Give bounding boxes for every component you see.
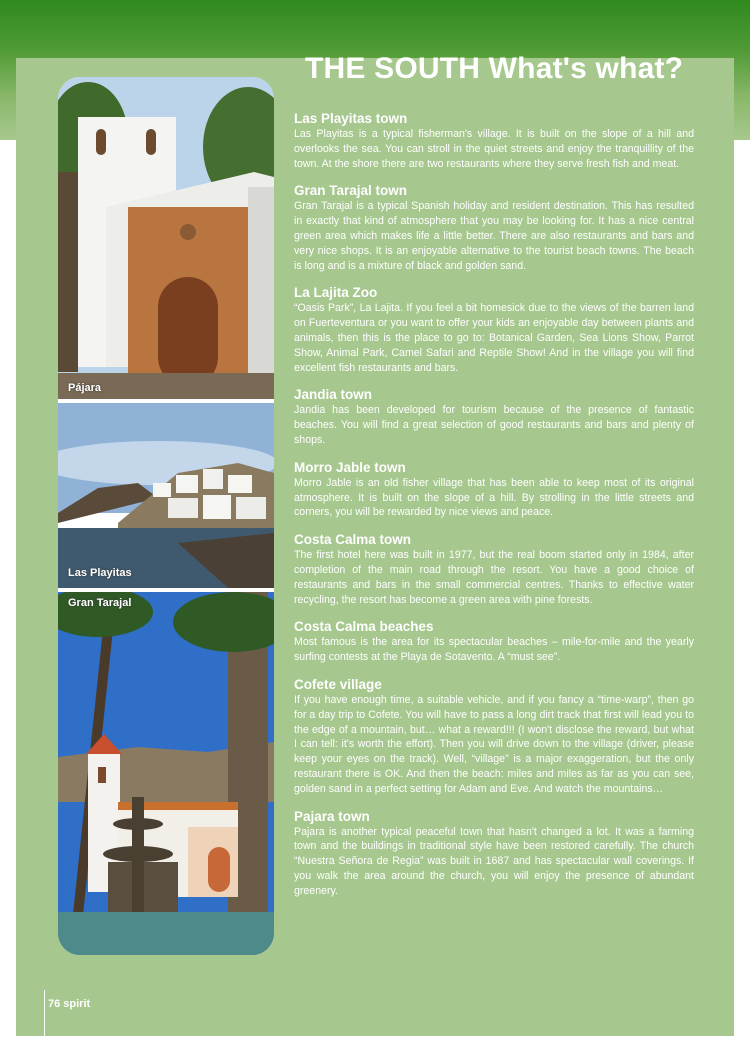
section-text: “Oasis Park”, La Lajita. If you feel a bit homesick due to the views of the barren land on Fuerteventura or you want to offer your kids an enjoyable day between plants and animals, then this is the place to go to: Botanical Garden, Sea Lions Show, Parrot Show, Animal Park, Camel Safari and Reptile Show! And in the village you will find excellent fish restaurants and bars. bbox=[294, 302, 694, 374]
section-text: Jandia has been developed for tourism because of the presence of fantastic beaches. You will find a great selection of good restaurants and bars and plenty of shops. bbox=[294, 404, 694, 446]
section-cofete bbox=[294, 676, 694, 797]
section-heading: Las Playitas town bbox=[294, 111, 408, 126]
section-pajara bbox=[294, 808, 694, 899]
section-text: Most famous is the area for its spectacular beaches – mile-for-mile and the yearly surfing contests at the Playa de Sotavento. A “must see”. bbox=[294, 636, 694, 664]
section-la-lajita-zoo bbox=[294, 284, 694, 375]
section-text: Gran Tarajal is a typical Spanish holiday and resident destination. This has resulted in exactly that kind of atmosphere that you may be looking for. It has a nice central green area which makes life a little better. There are also restaurants and bars and very nice shops. It is an enjoyable alternative to the tourist beach towns. The beach is long and is a mixture of black and golden sand. bbox=[294, 200, 694, 272]
photo-column bbox=[58, 77, 274, 955]
section-text: Morro Jable is an old fisher village that has been able to keep most of its original atmosphere. It is built on the slope of a hill. By strolling in the little streets and corners, you will be rewarded by nice views and peace. bbox=[294, 476, 694, 519]
section-heading: Cofete village bbox=[294, 676, 382, 692]
page-footer: 76 spirit bbox=[48, 998, 91, 1010]
section-costa-calma-town bbox=[294, 531, 694, 607]
photo-caption: Las Playitas bbox=[68, 567, 132, 579]
section-las-playitas bbox=[294, 110, 694, 171]
section-heading: Morro Jable town bbox=[294, 459, 406, 475]
section-text: Pajara is another typical peaceful town that hasn't changed a lot. It was a farming town and the buildings in traditional style have been restored carefully. The church “Nuestra Señora de Regia” was built in 1687 and has spectacular wall coverings. If you walk the area around the church, you will enjoy the presence of abundant greenery. bbox=[294, 825, 694, 897]
section-text: If you have enough time, a suitable vehicle, and if you fancy a “time-warp”, then go for a day trip to Cofete. You will have to pass a long dirt track that first will lead you to the edge of a mountain, but… what a reward!!! (I won't disclose the reward, but what I can tell: it's worth the effort). Then you will drive down to the village (driver, please keep your eyes on the track). Well, “village” is a major exaggeration, but the only restaurant there is OK. And then the beach: miles and miles as far as you can see, golden sand in a perfect setting for Adam and Eve. And watch the mountains… bbox=[294, 693, 694, 795]
photo-caption: Gran Tarajal bbox=[68, 597, 132, 609]
page-title: THE SOUTH What's what? bbox=[305, 52, 684, 85]
photo-gran-tarajal bbox=[58, 592, 274, 955]
photo-pajara-church bbox=[58, 77, 274, 399]
section-heading: Jandia town bbox=[294, 387, 373, 403]
article-body bbox=[294, 110, 694, 909]
section-heading: Gran Tarajal town bbox=[294, 183, 408, 199]
section-heading: Pajara town bbox=[294, 808, 370, 824]
section-costa-calma-beaches bbox=[294, 618, 694, 665]
section-text: Las Playitas is a typical fisherman's village. It is built on the slope of a hill and overlooks the sea. You can stroll in the quiet streets and enjoy the tranquillity of the town. At the shore there are two restaurants where they serve fresh fish and meat. bbox=[294, 128, 694, 170]
photo-caption: Pájara bbox=[68, 382, 102, 394]
section-heading: Costa Calma town bbox=[294, 532, 412, 548]
section-heading: La Lajita Zoo bbox=[294, 285, 378, 301]
section-jandia bbox=[294, 386, 694, 447]
photo-las-playitas bbox=[58, 403, 274, 588]
section-morro-jable bbox=[294, 459, 694, 520]
section-gran-tarajal bbox=[294, 182, 694, 273]
section-text: The first hotel here was built in 1977, but the real boom started only in 1984, after completion of the main road through the resort. You have a good choice of restaurants and bars in the small commercial centres. Thanks to effective water recycling, the resort has become a green area with pine forests. bbox=[294, 549, 694, 606]
margin-rule bbox=[44, 990, 45, 1052]
section-heading: Costa Calma beaches bbox=[294, 619, 434, 635]
